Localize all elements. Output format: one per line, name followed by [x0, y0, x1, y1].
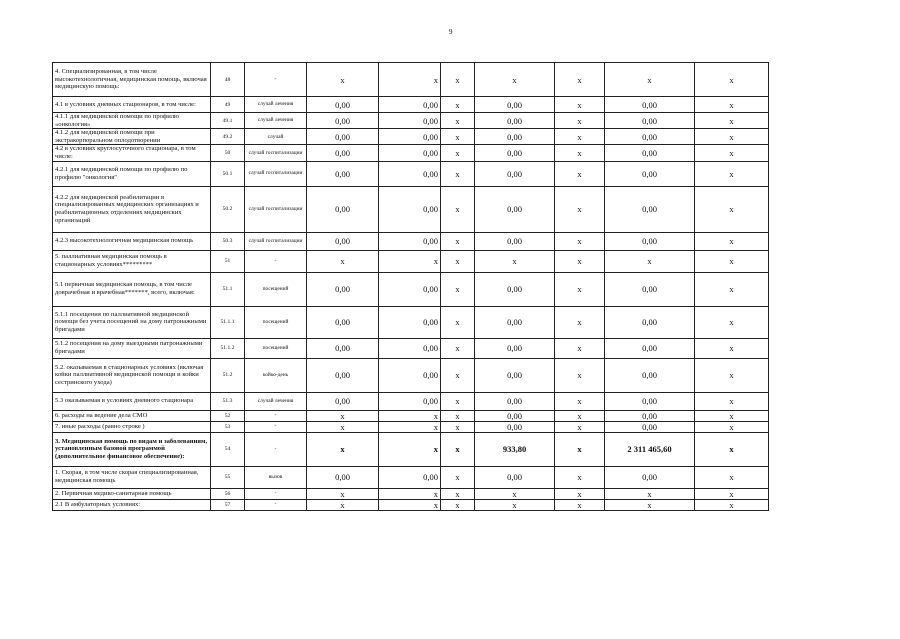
row-code: 49.1 [211, 113, 245, 129]
table-row [53, 145, 769, 161]
row-cell: 0,00 [475, 306, 555, 338]
row-cell: х [555, 432, 605, 466]
row-unit: случай [245, 129, 307, 145]
row-cell: х [307, 250, 379, 272]
row-unit: случай госпитализации [245, 232, 307, 250]
row-unit: случай лечения [245, 113, 307, 129]
row-cell: х [555, 499, 605, 510]
row-cell: х [695, 161, 769, 186]
row-cell: х [379, 488, 441, 499]
row-cell: х [695, 306, 769, 338]
row-cell: х [441, 338, 475, 358]
row-cell: х [695, 499, 769, 510]
row-code: 51.1 [211, 272, 245, 306]
table-row [53, 63, 769, 97]
row-unit: посещений [245, 272, 307, 306]
row-cell: х [379, 63, 441, 97]
row-cell: 0,00 [605, 338, 695, 358]
row-unit: случай госпитализации [245, 161, 307, 186]
row-code: 51.2 [211, 358, 245, 392]
row-cell: х [555, 145, 605, 161]
table-row [53, 129, 769, 145]
row-cell: х [441, 306, 475, 338]
row-cell: 0,00 [307, 186, 379, 232]
row-cell: х [441, 232, 475, 250]
row-name: 3. Медицинская помощь по видам и заболеваниям, установленным базовой программой (дополнительное финансовое обеспечение): [53, 432, 211, 466]
row-cell: х [695, 358, 769, 392]
row-cell: х [555, 272, 605, 306]
row-cell: х [441, 432, 475, 466]
row-cell: х [695, 145, 769, 161]
row-cell: 0,00 [605, 97, 695, 113]
row-cell: х [441, 97, 475, 113]
row-code: 50 [211, 145, 245, 161]
row-cell: х [441, 421, 475, 432]
row-cell: х [475, 499, 555, 510]
row-cell: 0,00 [379, 232, 441, 250]
row-name: 5.1.2 посещения на дому выездными патронажными бригадами [53, 338, 211, 358]
row-cell: х [695, 113, 769, 129]
row-cell: х [695, 63, 769, 97]
row-cell: х [307, 432, 379, 466]
row-cell: х [379, 432, 441, 466]
row-cell: 0,00 [379, 272, 441, 306]
row-cell: 0,00 [605, 410, 695, 421]
table-row [53, 392, 769, 410]
row-cell: 0,00 [605, 306, 695, 338]
table-row [53, 272, 769, 306]
row-cell: х [605, 488, 695, 499]
row-name: 4.1 в условиях дневных стационаров, в том числе: [53, 97, 211, 113]
row-cell: х [695, 250, 769, 272]
row-cell: х [555, 63, 605, 97]
row-cell: х [555, 97, 605, 113]
row-cell: 0,00 [307, 97, 379, 113]
row-cell: х [307, 499, 379, 510]
row-name: 5.1 первичная медицинская помощь, в том числе доврачебная и врачебная*******, всего, включая: [53, 272, 211, 306]
table-row [53, 186, 769, 232]
row-cell: 0,00 [475, 466, 555, 488]
row-name: 5.3 оказываемая в условиях дневного стационара [53, 392, 211, 410]
row-cell: 0,00 [379, 161, 441, 186]
row-name: 4.2.1 для медицинской помощи по профилю по профилю "онкология" [53, 161, 211, 186]
table-row [53, 421, 769, 432]
row-cell: х [695, 410, 769, 421]
row-name: 4.1.1 для медицинской помощи по профилю «онкология» [53, 113, 211, 129]
row-cell: 0,00 [475, 113, 555, 129]
row-unit: - [245, 432, 307, 466]
row-cell: 0,00 [379, 113, 441, 129]
row-cell: х [695, 272, 769, 306]
row-cell: 0,00 [307, 358, 379, 392]
row-cell: х [379, 421, 441, 432]
row-cell: х [555, 488, 605, 499]
row-unit: - [245, 421, 307, 432]
row-name: 4.1.2 для медицинской помощи при экстракорпоральном оплодотворении [53, 129, 211, 145]
row-name: 2.1 В амбулаторных условиях: [53, 499, 211, 510]
row-cell: х [555, 250, 605, 272]
table-row [53, 488, 769, 499]
row-cell: х [441, 392, 475, 410]
table-row [53, 358, 769, 392]
row-cell: 0,00 [307, 338, 379, 358]
row-cell: х [441, 358, 475, 392]
row-cell: х [555, 161, 605, 186]
row-cell: х [555, 113, 605, 129]
row-cell: 0,00 [307, 232, 379, 250]
table-row [53, 250, 769, 272]
row-unit: вызов [245, 466, 307, 488]
row-cell: х [555, 232, 605, 250]
row-cell: х [695, 466, 769, 488]
row-cell: 0,00 [475, 410, 555, 421]
table-row [53, 466, 769, 488]
row-unit: посещений [245, 338, 307, 358]
row-cell: 0,00 [307, 145, 379, 161]
row-name: 4.2.2 для медицинской реабилитации в специализированных медицинских организациях и реабилитационных отделениях медицинских организаций [53, 186, 211, 232]
row-cell: х [307, 488, 379, 499]
row-cell: х [441, 129, 475, 145]
row-code: 51 [211, 250, 245, 272]
row-name: 1. Скорая, в том числе скорая специализированная, медицинская помощь [53, 466, 211, 488]
row-cell: х [605, 250, 695, 272]
row-unit: - [245, 488, 307, 499]
table-row [53, 113, 769, 129]
row-cell: 2 311 465,60 [605, 432, 695, 466]
row-cell: х [441, 186, 475, 232]
financing-table [52, 62, 769, 511]
row-cell: 0,00 [307, 306, 379, 338]
row-name: 4.2 в условиях круглосуточного стационара, в том числе: [53, 145, 211, 161]
row-cell: х [695, 129, 769, 145]
row-cell: 0,00 [475, 358, 555, 392]
row-cell: х [605, 63, 695, 97]
row-cell: 0,00 [307, 466, 379, 488]
row-cell: х [475, 63, 555, 97]
row-cell: 0,00 [307, 113, 379, 129]
page-number: 9 [449, 28, 453, 36]
table-row [53, 338, 769, 358]
row-cell: 0,00 [475, 232, 555, 250]
row-code: 49 [211, 97, 245, 113]
row-cell: 0,00 [475, 145, 555, 161]
table-row [53, 232, 769, 250]
row-cell: 0,00 [379, 392, 441, 410]
row-name: 5.2. оказываемая в стационарных условиях (включая койки паллиативной медицинской помощи и койки сестринского ухода) [53, 358, 211, 392]
row-cell: 0,00 [475, 186, 555, 232]
row-cell: х [441, 410, 475, 421]
row-name: 2. Первичная медико-санитарная помощь [53, 488, 211, 499]
row-unit: - [245, 63, 307, 97]
row-cell: х [441, 488, 475, 499]
row-cell: х [695, 432, 769, 466]
row-cell: х [555, 186, 605, 232]
row-cell: 0,00 [307, 392, 379, 410]
row-cell: х [695, 421, 769, 432]
row-cell: х [695, 338, 769, 358]
row-cell: х [555, 421, 605, 432]
row-cell: х [555, 129, 605, 145]
row-cell: х [555, 410, 605, 421]
row-name: 5. паллиативная медицинская помощь в стационарных условиях********* [53, 250, 211, 272]
row-cell: 0,00 [475, 97, 555, 113]
table-row [53, 306, 769, 338]
row-cell: 0,00 [475, 161, 555, 186]
row-cell: х [441, 272, 475, 306]
row-cell: 0,00 [379, 97, 441, 113]
row-cell: 0,00 [379, 338, 441, 358]
row-unit: посещений [245, 306, 307, 338]
row-cell: 0,00 [605, 272, 695, 306]
row-cell: 0,00 [605, 392, 695, 410]
row-cell: х [695, 392, 769, 410]
row-name: 4.2.3 высокотехнологичная медицинская помощь [53, 232, 211, 250]
row-cell: 0,00 [307, 272, 379, 306]
row-cell: х [441, 250, 475, 272]
row-cell: х [441, 161, 475, 186]
row-unit: - [245, 250, 307, 272]
row-cell: х [555, 358, 605, 392]
row-cell: х [441, 113, 475, 129]
row-cell: х [475, 488, 555, 499]
row-cell: 0,00 [605, 421, 695, 432]
row-cell: х [605, 499, 695, 510]
table-row [53, 97, 769, 113]
row-cell: х [555, 466, 605, 488]
row-cell: х [379, 410, 441, 421]
row-cell: х [307, 63, 379, 97]
row-code: 51.3 [211, 392, 245, 410]
row-name: 7. иные расходы (равно строке ) [53, 421, 211, 432]
table-row [53, 499, 769, 510]
row-unit: случай лечения [245, 392, 307, 410]
row-cell: 0,00 [605, 145, 695, 161]
row-cell: х [379, 250, 441, 272]
row-cell: 0,00 [475, 392, 555, 410]
row-cell: х [695, 232, 769, 250]
row-cell: х [441, 63, 475, 97]
row-unit: - [245, 499, 307, 510]
row-name: 4. Специализированная, в том числе высокотехнологичная, медицинская помощь, включая медицинскую помощь: [53, 63, 211, 97]
row-cell: х [307, 410, 379, 421]
row-cell: х [379, 499, 441, 510]
row-cell: 0,00 [379, 358, 441, 392]
row-cell: 0,00 [605, 113, 695, 129]
row-cell: х [555, 392, 605, 410]
row-code: 55 [211, 466, 245, 488]
row-code: 57 [211, 499, 245, 510]
row-cell: 0,00 [307, 161, 379, 186]
row-cell: х [441, 145, 475, 161]
row-unit: случай госпитализации [245, 145, 307, 161]
row-cell: 0,00 [475, 272, 555, 306]
row-unit: - [245, 410, 307, 421]
row-cell: 0,00 [475, 129, 555, 145]
row-code: 50.3 [211, 232, 245, 250]
row-code: 49.2 [211, 129, 245, 145]
row-cell: 0,00 [605, 129, 695, 145]
row-name: 6. расходы на ведение дела СМО [53, 410, 211, 421]
row-cell: х [555, 306, 605, 338]
row-code: 50.1 [211, 161, 245, 186]
row-cell: х [441, 466, 475, 488]
table-row [53, 410, 769, 421]
row-code: 51.1.2 [211, 338, 245, 358]
row-code: 48 [211, 63, 245, 97]
row-cell: 0,00 [379, 186, 441, 232]
row-cell: 933,80 [475, 432, 555, 466]
row-code: 54 [211, 432, 245, 466]
table-row [53, 432, 769, 466]
row-cell: х [695, 186, 769, 232]
row-code: 53 [211, 421, 245, 432]
row-cell: х [555, 338, 605, 358]
row-cell: 0,00 [379, 466, 441, 488]
row-cell: 0,00 [475, 338, 555, 358]
row-cell: 0,00 [605, 466, 695, 488]
row-cell: 0,00 [605, 358, 695, 392]
row-code: 52 [211, 410, 245, 421]
row-cell: х [475, 250, 555, 272]
row-cell: х [441, 499, 475, 510]
row-code: 50.2 [211, 186, 245, 232]
row-cell: 0,00 [605, 161, 695, 186]
row-cell: 0,00 [379, 145, 441, 161]
row-cell: х [695, 97, 769, 113]
row-cell: 0,00 [379, 129, 441, 145]
row-cell: 0,00 [475, 421, 555, 432]
row-name: 5.1.1 посещения по паллиативной медицинской помощи без учета посещений на дому патронажными бригадами [53, 306, 211, 338]
row-unit: случай лечения [245, 97, 307, 113]
row-cell: 0,00 [379, 306, 441, 338]
row-cell: х [695, 488, 769, 499]
row-code: 56 [211, 488, 245, 499]
row-cell: 0,00 [605, 232, 695, 250]
row-cell: х [307, 421, 379, 432]
row-cell: 0,00 [307, 129, 379, 145]
table-row [53, 161, 769, 186]
row-unit: случай госпитализации [245, 186, 307, 232]
row-code: 51.1.1 [211, 306, 245, 338]
row-unit: койко-день [245, 358, 307, 392]
row-cell: 0,00 [605, 186, 695, 232]
